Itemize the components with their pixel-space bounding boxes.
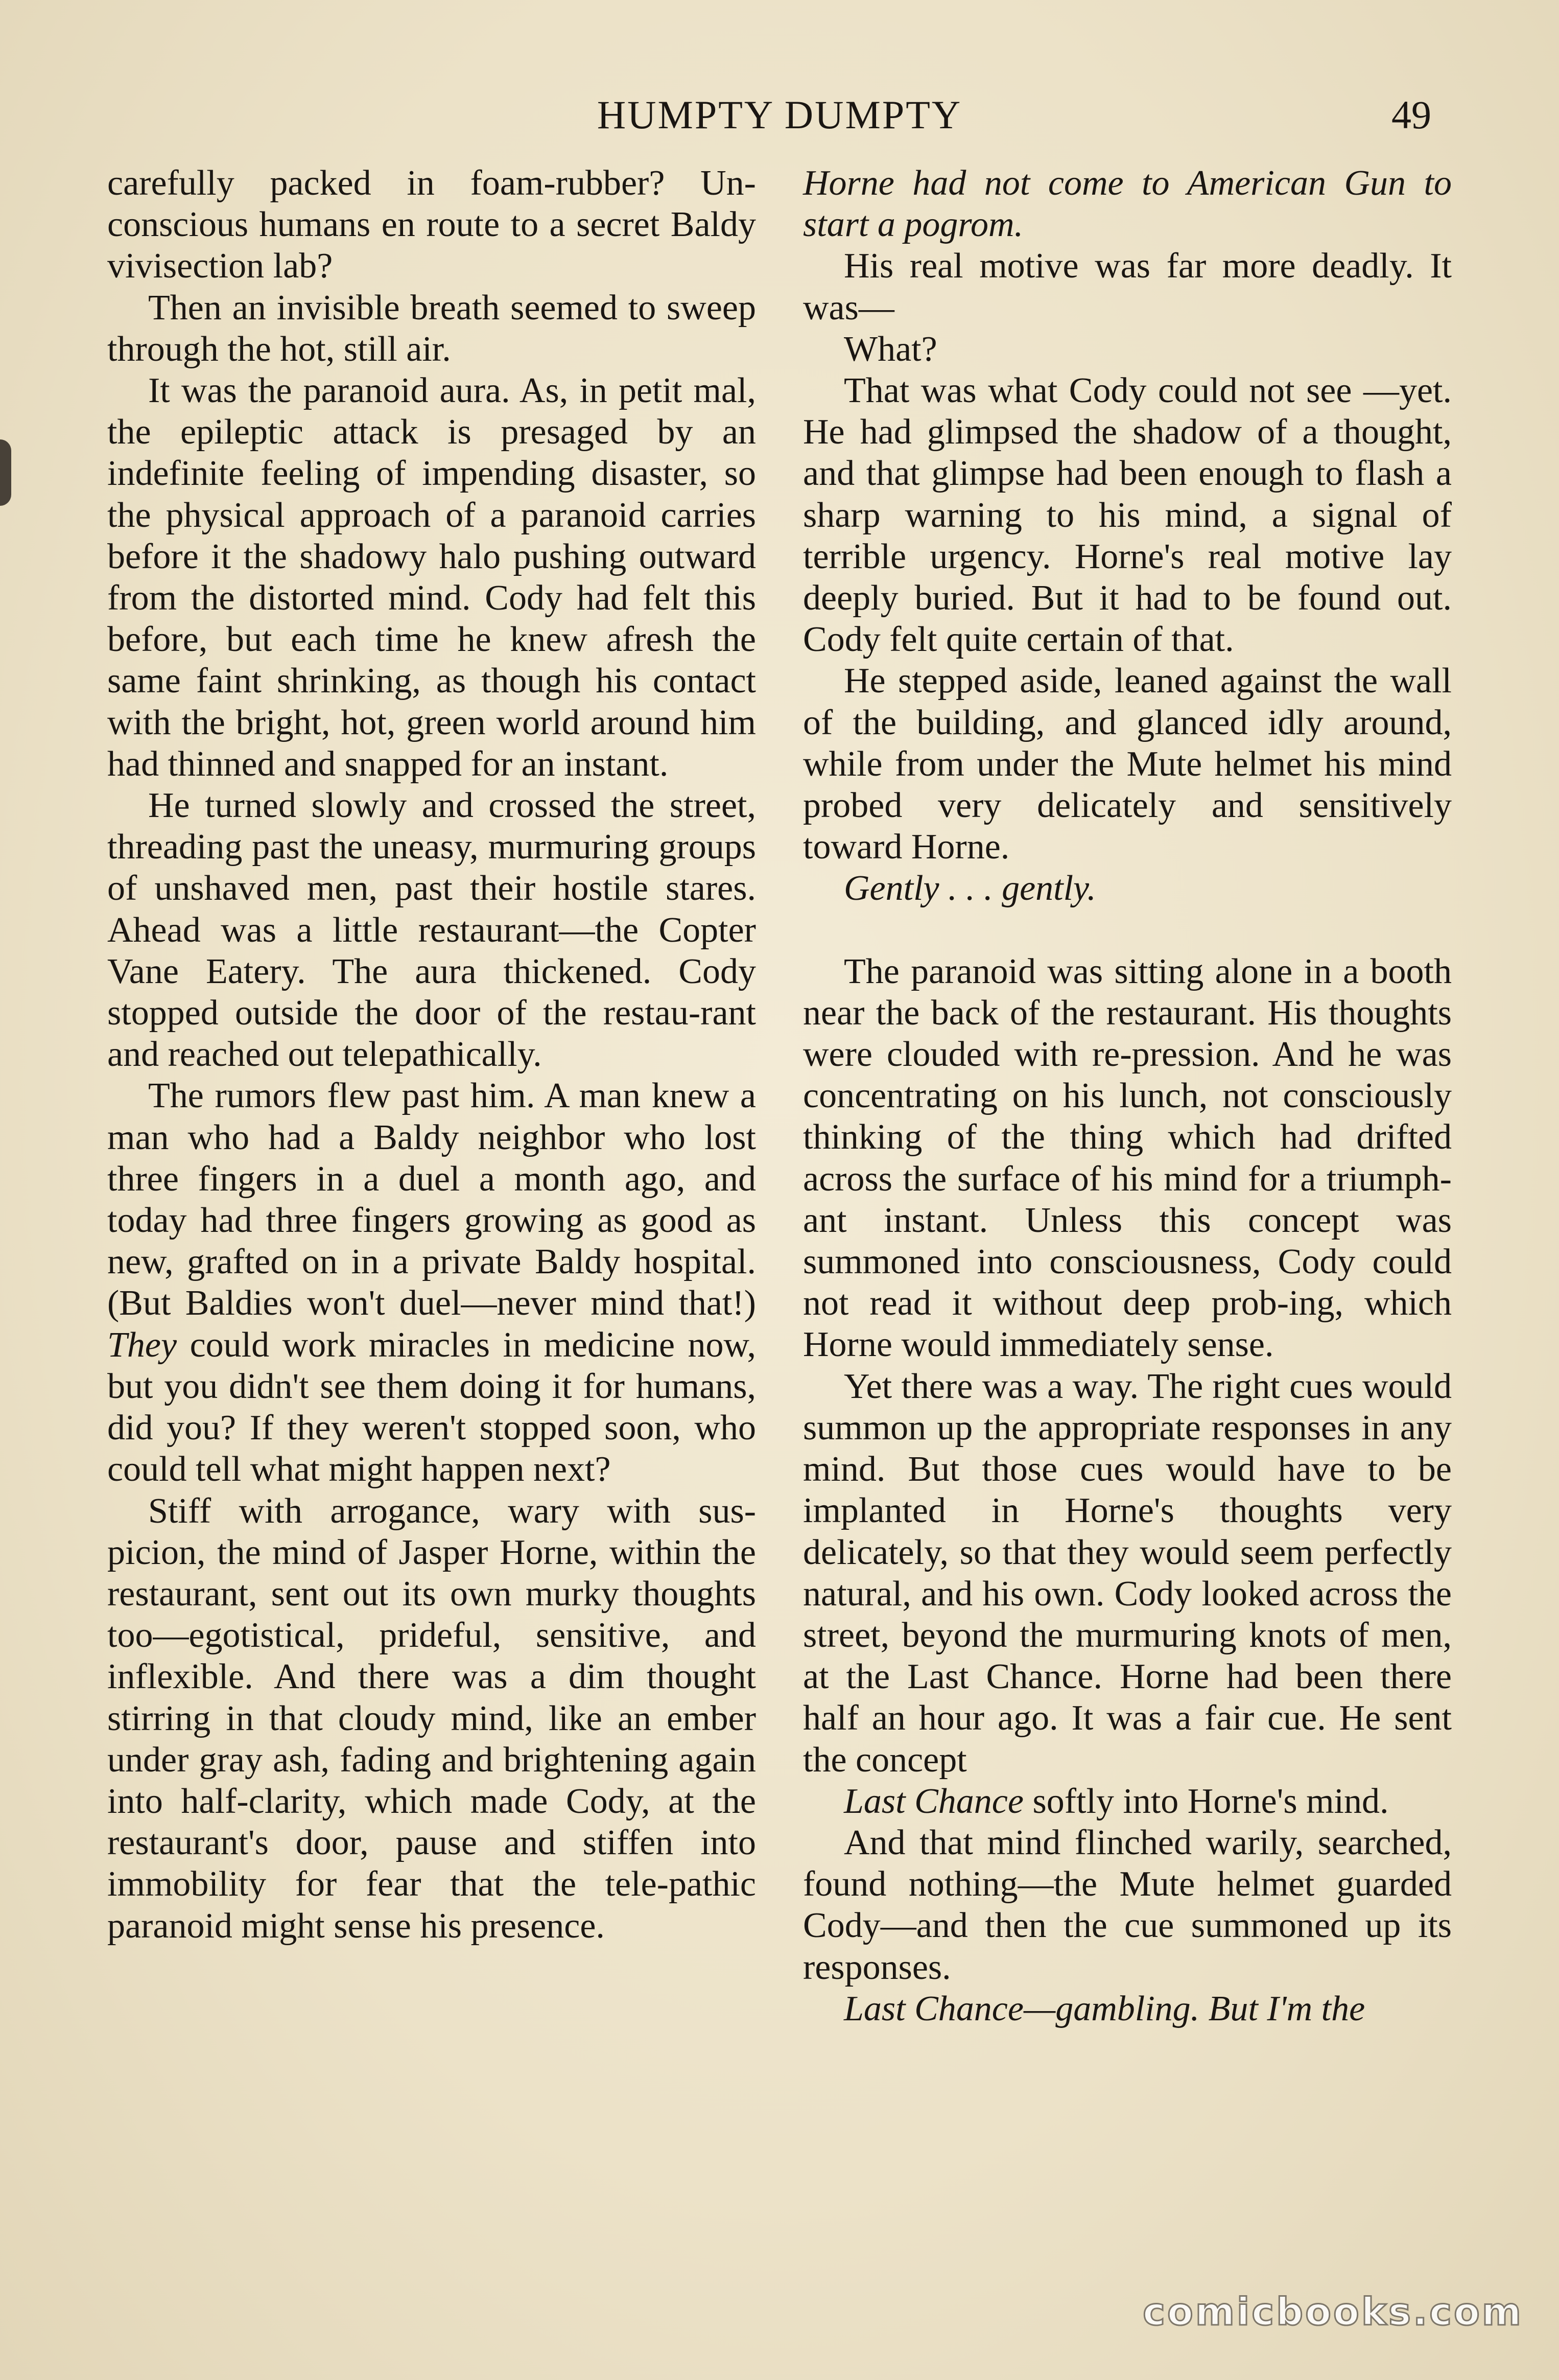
paragraph: Then an invisible breath seemed to sweep through the hot, still air. (107, 288, 756, 369)
paragraph (803, 868, 1452, 909)
italic-text: Gently . . . gently. (844, 869, 1096, 908)
paragraph-text: softly into Horne's mind. (1032, 1781, 1389, 1821)
italic-text: Last Chance (844, 1781, 1024, 1821)
left-text-column (107, 162, 756, 1947)
paragraph: That was what Cody could not see —yet. He had glimpsed the shadow of a thought, and that glimpse had been enough to flash a sharp warning to his mind, a signal of terrible urgency. Horne's real motive lay deeply buried. But it had to be found out. Cody felt quite certain of that. (803, 371, 1452, 660)
paragraph (803, 162, 1452, 245)
paragraph: carefully packed in foam-rubber? Un-conscious humans en route to a secret Baldy vivisection lab? (107, 164, 756, 286)
paragraph-text: The rumors flew past him. A man knew a man who had a Baldy neighbor who lost three fingers in a duel a month ago, and today had three fingers growing as good as new, grafted on in a private Baldy hospital. (But Baldies won't duel—never mind that!) (107, 1076, 756, 1323)
paragraph: It was the paranoid aura. As, in petit mal, the epileptic attack is presaged by an indefinite feeling of impending disaster, so the physical approach of a paranoid carries before it the shadowy halo pushing outward from the distorted mind. Cody had felt this before, but each time he knew afresh the same faint shrinking, as though his contact with the bright, hot, green world around him had thinned and snapped for an instant. (107, 371, 756, 784)
watermark: comicbooks.com (1143, 2290, 1523, 2334)
italic-text: They (107, 1325, 177, 1365)
paragraph (803, 1988, 1452, 2029)
paragraph (803, 1781, 1452, 1822)
paragraph (107, 1075, 756, 1490)
italic-text: Horne had not come to American Gun to start a pogrom. (803, 164, 1452, 245)
italic-text: Last Chance—gambling. But I'm the (844, 1989, 1365, 2028)
right-text-column (803, 162, 1452, 2029)
paragraph: And that mind flinched warily, searched, found nothing—the Mute helmet guarded Cody—and then the cue summoned up its responses. (803, 1823, 1452, 1987)
paragraph: He stepped aside, leaned against the wall of the building, and glanced idly around, while from under the Mute helmet his mind probed very delicately and sensitively toward Horne. (803, 661, 1452, 867)
binding-hole (0, 439, 11, 506)
running-title: HUMPTY DUMPTY (597, 92, 962, 137)
page-number: 49 (1391, 92, 1431, 137)
paragraph: His real motive was far more deadly. It was— (803, 246, 1452, 328)
paragraph: Stiff with arrogance, wary with sus-picion, the mind of Jasper Horne, within the restaurant, sent out its own murky thoughts too—egotistical, prideful, sensitive, and inflexible. And there was a dim thought stirring in that cloudy mind, like an ember under gray ash, fading and brightening again into half-clarity, which made Cody, at the restaurant's door, pause and stiffen into immobility for fear that the tele-pathic paranoid might sense his presence. (107, 1491, 756, 1946)
paragraph: Yet there was a way. The right cues would summon up the appropriate responses in any mind. But those cues would have to be implanted in Horne's thoughts very delicately, so that they would seem perfectly natural, and his own. Cody looked across the street, beyond the murmuring knots of men, at the Last Chance. Horne had been there half an hour ago. It was a fair cue. He sent the concept (803, 1366, 1452, 1780)
paragraph: He turned slowly and crossed the street, threading past the uneasy, murmuring groups of unshaved men, past their hostile stares. Ahead was a little restaurant—the Copter Vane Eatery. The aura thickened. Cody stopped outside the door of the restau-rant and reached out telepathically. (107, 786, 756, 1075)
paragraph-text: could work miracles in medicine now, but you didn't see them doing it for humans, did you? If they weren't stopped soon, who could tell what might happen next? (107, 1325, 757, 1489)
running-header (107, 87, 1452, 143)
paragraph: The paranoid was sitting alone in a booth near the back of the restaurant. His thoughts were clouded with re-pression. And he was concentrating on his lunch, not consciously thinking of the thing which had drifted across the surface of his mind for a triumph-ant instant. Unless this concept was summoned into consciousness, Cody could not read it without deep prob-ing, which Horne would immediately sense. (803, 951, 1452, 1365)
paragraph: What? (844, 329, 937, 369)
